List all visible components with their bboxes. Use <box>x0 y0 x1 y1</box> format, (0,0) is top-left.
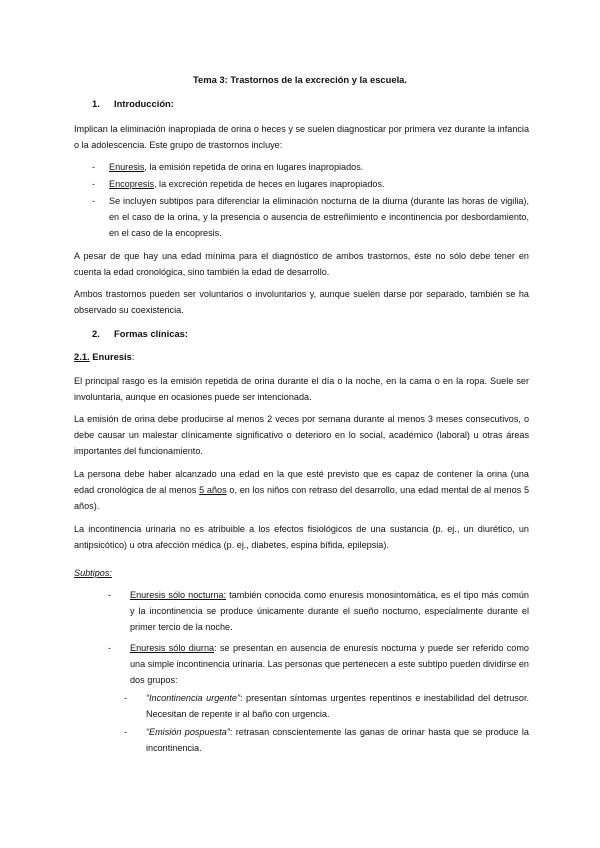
list-item-pospuesta <box>124 725 529 757</box>
list-item-text: : retrasan conscientemente las ganas de orinar hasta que se produce la incontinencia. <box>146 727 529 753</box>
term-nocturna: Enuresis sólo nocturna: <box>130 590 227 600</box>
section-2-1-heading <box>74 351 134 362</box>
section-2-heading <box>92 328 188 339</box>
list-item-text: : se presentan en ausencia de enuresis nocturna y puede ser referido como una simple incontinencia urinaria. Las personas que pertenecen a este subtipo pueden dividirse en dos grupos: <box>130 643 529 685</box>
bullet-dash: - <box>108 590 112 600</box>
paragraph-persona-text-end: o, en los niños con retraso del desarrollo, una edad mental de al menos 5 años). <box>74 484 530 511</box>
paragraph-edad: A pesar de que hay una edad mínima para el diagnóstico de ambos trastornos, éste no sólo debe tener en cuenta la edad cronológica, sino también la edad de desarrollo. <box>74 251 529 277</box>
paragraph-persona <box>74 467 529 514</box>
subtipos-heading: Subtipos: <box>74 568 112 578</box>
underlined-5-anos: 5 años <box>199 484 227 495</box>
paragraph-persona-text: La persona debe haber alcanzado una edad en la que esté previsto que es capaz de contener la orina (una edad cronológica de al menos <box>74 469 529 495</box>
section-2-title: Formas clínicas: <box>114 328 188 339</box>
list-item-text: también conocida como enuresis monosintomática, es el tipo más común y la incontinencia se produce únicamente durante el sueño nocturno, especialmente durante el primer tercio de la noche. <box>130 590 529 632</box>
bullet-dash: - <box>108 643 112 653</box>
section-1-title: Introducción: <box>114 98 174 109</box>
term-pospuesta: “Emisión pospuesta” <box>146 727 230 737</box>
list-item-subtipos-info <box>92 194 529 241</box>
section-2-1-colon: : <box>131 351 135 362</box>
bullet-dash: - <box>124 727 128 737</box>
paragraph-rasgo: El principal rasgo es la emisión repetida de orina durante el día o la noche, en la cama o en la ropa. Suele ser involuntaria, aunque en ocasiones puede ser intencionada. <box>74 376 529 402</box>
section-1-heading <box>92 98 174 109</box>
intro-paragraph: Implican la eliminación inapropiada de orina o heces y se suelen diagnosticar por primera vez durante la infancia o la adolescencia. Este grupo de trastornos incluye: <box>74 124 529 150</box>
list-item-text: : presentan síntomas urgentes repentinos e inestabilidad del detrusor. Necesitan de repente ir al baño con urgencia. <box>146 693 530 719</box>
term-enuresis: Enuresis <box>109 162 145 172</box>
term-encopresis: Encopresis <box>109 179 154 189</box>
section-1-number: 1. <box>92 98 100 109</box>
section-2-number: 2. <box>92 328 100 339</box>
bullet-dash: - <box>92 196 96 206</box>
bullet-dash: - <box>92 179 96 189</box>
list-item-nocturna <box>108 588 529 635</box>
paragraph-emision: La emisión de orina debe producirse al menos 2 veces por semana durante al menos 3 meses consecutivos, o debe causar un malestar clínicamente significativo o deterioro en lo social, académico (laboral) u otras áreas importantes del funcionamiento. <box>74 414 529 456</box>
document-title: Tema 3: Trastornos de la excreción y la escuela. <box>193 74 407 85</box>
section-2-1-title: Enuresis <box>92 351 132 362</box>
paragraph-ambos: Ambos trastornos pueden ser voluntarios o involuntarios y, aunque suelen darse por separado, también se ha observado su coexistencia. <box>74 289 529 315</box>
list-item-urgente <box>124 691 529 723</box>
bullet-dash: - <box>124 693 128 703</box>
bullet-dash: - <box>92 162 96 172</box>
list-item-text: Se incluyen subtipos para diferenciar la eliminación nocturna de la diurna (durante las horas de vigilia), en el caso de la orina, y la presencia o ausencia de estreñimiento e incontinencia por desbordamiento, en el caso de la encopresis. <box>109 196 529 238</box>
term-urgente: “Incontinencia urgente” <box>146 693 241 703</box>
list-item-diurna <box>108 641 529 688</box>
paragraph-incontinencia: La incontinencia urinaria no es atribuible a los efectos fisiológicos de una sustancia (p. ej., un diurético, un antipsicótico) u otra afección médica (p. ej., diabetes, espina bífida, epilepsia). <box>74 524 529 550</box>
list-item-text: , la emisión repetida de orina en lugares inapropiados. <box>144 162 364 172</box>
term-diurna: Enuresis sólo diurna <box>130 643 215 653</box>
list-item-encopresis <box>92 177 529 193</box>
list-item-enuresis <box>92 160 529 176</box>
list-item-text: , la excreción repetida de heces en lugares inapropiados. <box>154 179 385 189</box>
section-2-1-number: 2.1. <box>74 351 90 362</box>
